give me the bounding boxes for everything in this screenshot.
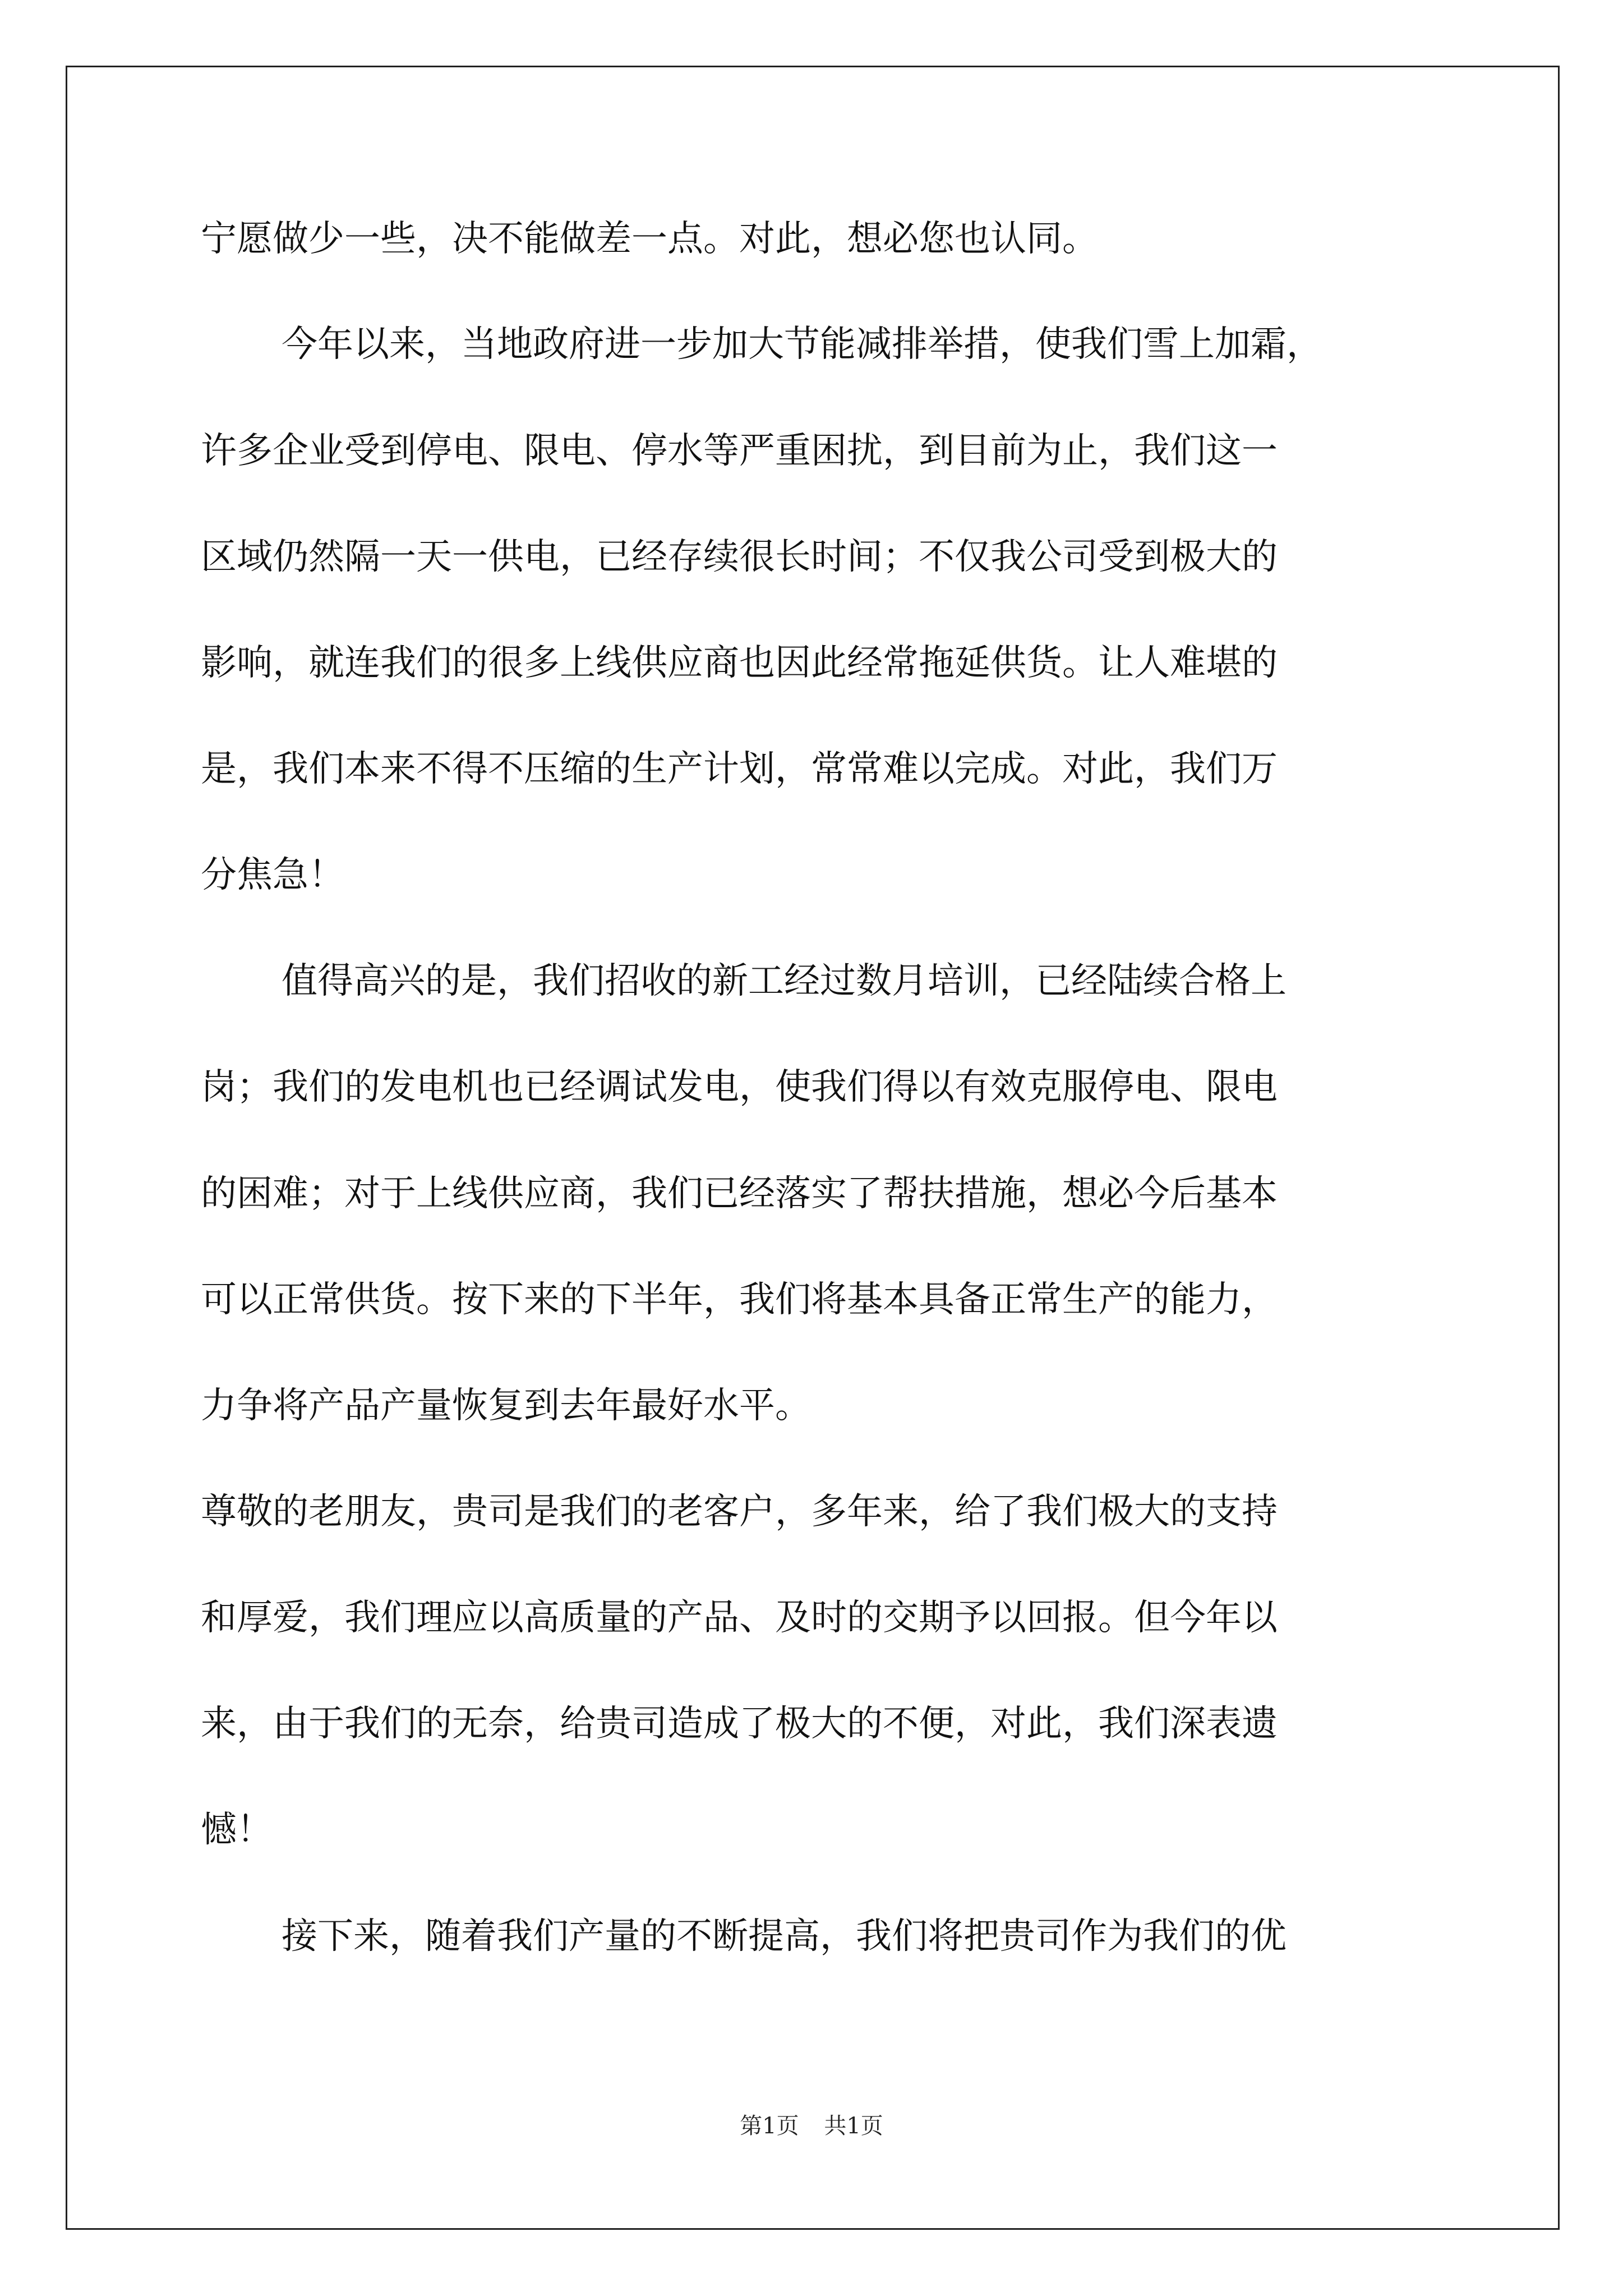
text-line: 岗；我们的发电机也已经调试发电，使我们得以有效克服停电、限电 [201,1066,1278,1108]
text-line: 区域仍然隔一天一供电，已经存续很长时间；不仅我公司受到极大的 [201,536,1278,578]
page-border [66,66,1560,2230]
text-line: 的困难；对于上线供应商，我们已经落实了帮扶措施，想必今后基本 [201,1173,1278,1214]
text-line: 许多企业受到停电、限电、停水等严重困扰，到目前为止，我们这一 [201,430,1278,472]
page-footer [0,2108,1623,2140]
text-line: 是，我们本来不得不压缩的生产计划，常常难以完成。对此，我们万 [201,748,1278,790]
text-line: 力争将产品产量恢复到去年最好水平。 [201,1385,811,1427]
text-line: 宁愿做少一些，决不能做差一点。对此，想必您也认同。 [201,218,1098,260]
text-line: 憾！ [201,1809,273,1851]
text-line: 分焦急！ [201,854,344,896]
page-number: 第1页 [740,2113,799,2139]
text-line: 尊敬的老朋友，贵司是我们的老客户，多年来，给了我们极大的支持 [201,1491,1278,1533]
text-line: 值得高兴的是，我们招收的新工经过数月培训，已经陆续合格上 [282,960,1287,1002]
page-total: 共1页 [824,2113,883,2139]
text-line: 今年以来，当地政府进一步加大节能减排举措，使我们雪上加霜， [282,324,1322,365]
text-line: 接下来，随着我们产量的不断提高，我们将把贵司作为我们的优 [282,1916,1287,1957]
text-line: 和厚爱，我们理应以高质量的产品、及时的交期予以回报。但今年以 [201,1597,1278,1639]
text-line: 来，由于我们的无奈，给贵司造成了极大的不便，对此，我们深表遗 [201,1703,1278,1745]
text-line: 影响，就连我们的很多上线供应商也因此经常拖延供货。让人难堪的 [201,642,1278,684]
text-line: 可以正常供货。按下来的下半年，我们将基本具备正常生产的能力， [201,1279,1278,1320]
